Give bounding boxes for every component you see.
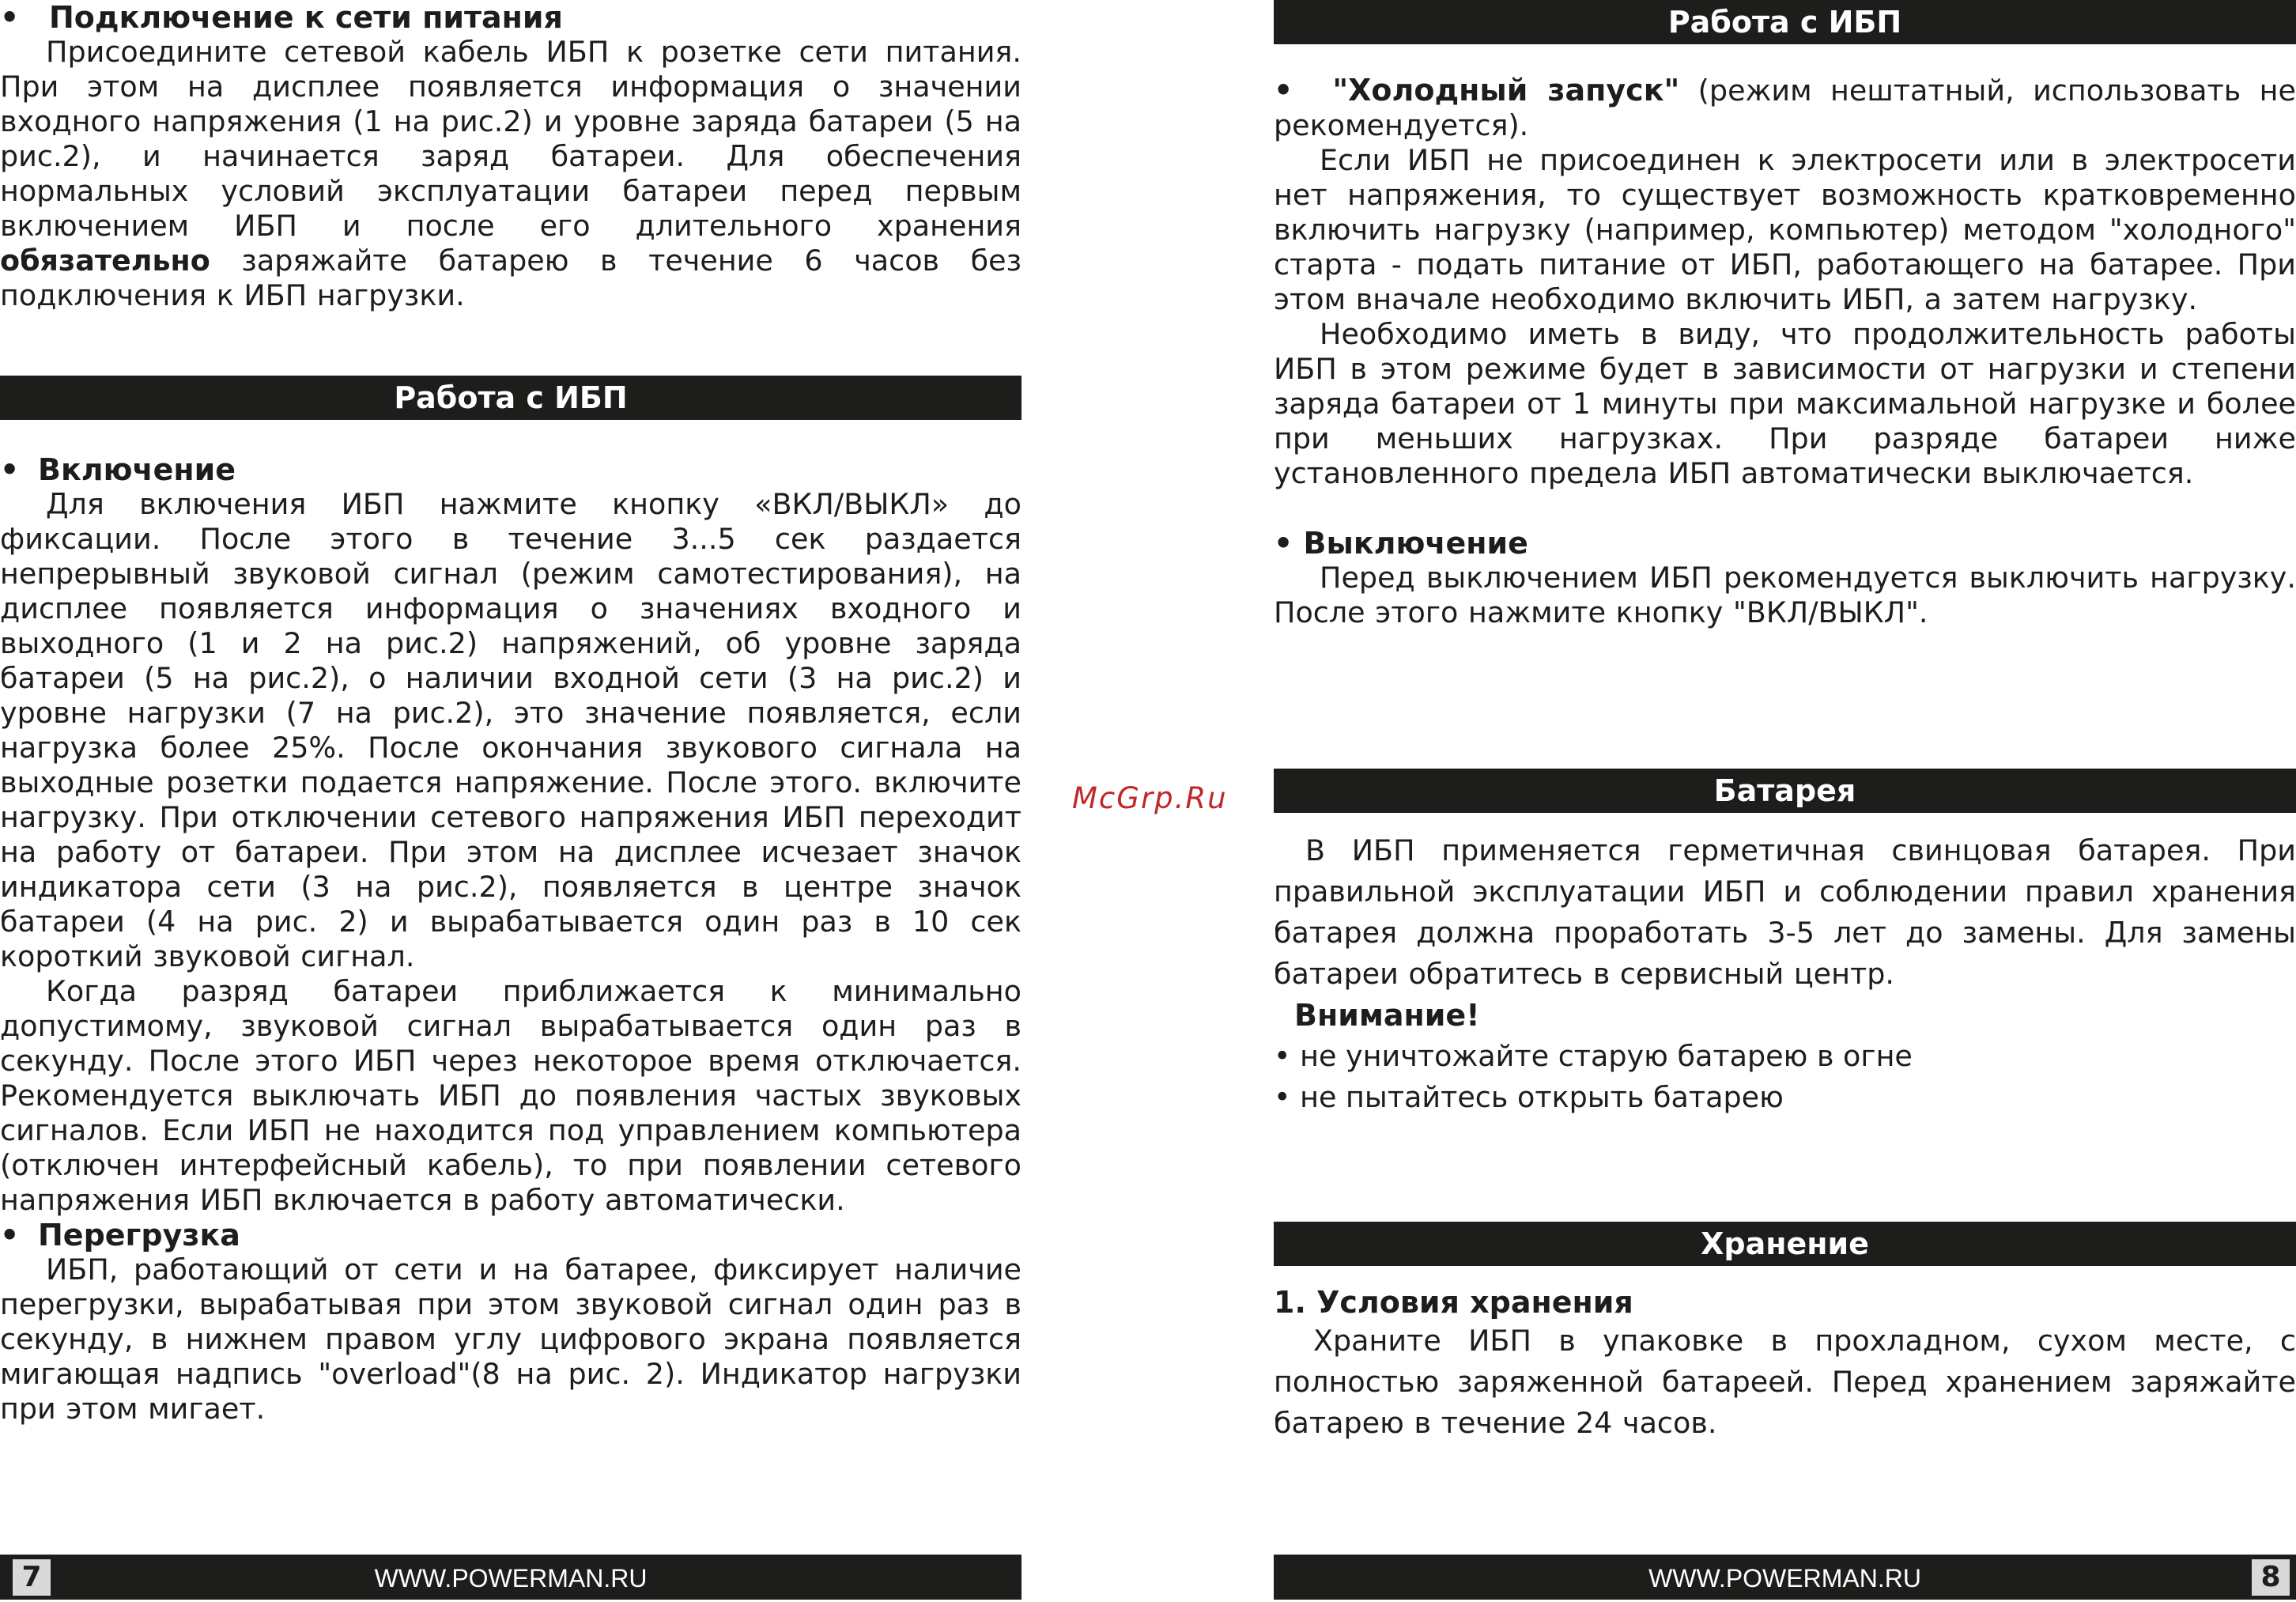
left-footer [0,1555,1021,1600]
power-connection-section [0,0,1021,313]
battery-title-bar: Батарея [1274,769,2296,813]
switch-off-text: Перед выключением ИБП рекомендуется выключить нагрузку. После этого нажмите кнопку "ВКЛ/ВЫКЛ". [1274,561,2296,629]
page-number: 8 [2252,1559,2290,1596]
switch-on-section [0,452,1021,1426]
watermark: McGrp.Ru [1072,781,1228,815]
cold-start-paragraph-2: Необходимо иметь в виду, что продолжительность работы ИБП в этом режиме будет в зависимости от нагрузки и степени заряда батареи от 1 минуты при максимальной нагрузке и более при меньших нагрузках. При разряде батареи ниже установленного предела ИБП автоматически выключается. [1274,317,2296,490]
switch-on-paragraph-1: Для включения ИБП нажмите кнопку «ВКЛ/ВЫКЛ» до фиксации. После этого в течение 3...5 сек раздается непрерывный звуковой сигнал (режим самотестирования), на дисплее появляется информация о значениях входного и выходного (1 и 2 на рис.2) напряжений, об уровне заряда батареи (5 на рис.2), о наличии входной сети (3 на рис.2) и уровне нагрузки (7 на рис.2), это значение появляется, если нагрузка более 25%. После окончания звукового сигнала на выходные розетки подается напряжение. После этого. включите нагрузку. При отключении сетевого напряжения ИБП переходит на работу от батареи. При этом на дисплее исчезает значок индикатора сети (3 на рис.2), появляется в центре значок батареи (4 на рис. 2) и вырабатывается один раз в 10 сек короткий звуковой сигнал. [0,487,1021,973]
cold-start-paragraph-1: Если ИБП не присоединен к электросети или в электросети нет напряжения, то существует возможность кратковременно включить нагрузку (например, компьютер) методом "холодного" старта - подать питание от ИБП, работающего на батарее. При этом вначале необходимо включить ИБП, а затем нагрузку. [1274,143,2296,316]
footer-url: WWW.POWERMAN.RU [1648,1564,1921,1593]
battery-warning: Внимание! [1294,998,1480,1033]
battery-text: В ИБП применяется герметичная свинцовая батарея. При правильной эксплуатации ИБП и соблюдении правил хранения батарея должна проработать 3-5 лет до замены. Для замены батареи обратитесь в сервисный центр. [1274,833,2296,991]
switch-on-heading: • Включение [0,452,236,487]
section-title-bar: Работа с ИБП [1274,0,2296,44]
storage-text: Храните ИБП в упаковке в прохладном, сухом месте, с полностью заряженной батареей. Перед хранением заряжайте батарею в течение 24 часов. [1274,1324,2296,1440]
right-footer [1274,1555,2296,1600]
battery-warning-item-1: • не уничтожайте старую батарею в огне [1274,1039,1913,1073]
switch-off-heading: • Выключение [1274,526,1528,561]
cold-start-section [1274,73,2296,491]
right-page [1274,0,2296,1600]
overload-heading: • Перегрузка [0,1218,240,1253]
storage-title-bar: Хранение [1274,1222,2296,1266]
battery-warning-item-2: • не пытайтесь открыть батарею [1274,1080,1784,1114]
left-page [0,0,1021,1600]
switch-on-paragraph-2: Когда разряд батареи приближается к минимально допустимому, звуковой сигнал вырабатывается один раз в секунду. После этого ИБП через некоторое время отключается. Рекомендуется выключать ИБП до появления частых звуковых сигналов. Если ИБП не находится под управлением компьютера (отключен интерфейсный кабель), то при появлении сетевого напряжения ИБП включается в работу автоматически. [0,974,1021,1217]
page-number: 7 [13,1559,51,1596]
switch-off-section [1274,526,2296,630]
power-connection-text: Присоедините сетевой кабель ИБП к розетке сети питания. При этом на дисплее появляется информация о значении входного напряжения (1 на рис.2) и уровне заряда батареи (5 на рис.2), и начинается заряд батареи. Для обеспечения нормальных условий эксплуатации батареи перед первым включением ИБП и после его длительного хранения обязательно заряжайте батарею в течение 6 часов без подключения к ИБП нагрузки. [0,35,1021,312]
storage-heading: 1. Условия хранения [1274,1285,1633,1320]
overload-text: ИБП, работающий от сети и на батарее, фиксирует наличие перегрузки, вырабатывая при этом звуковой сигнал один раз в секунду, в нижнем правом углу цифрового экрана появляется мигающая надпись "overload"(8 на рис. 2). Индикатор нагрузки при этом мигает. [0,1253,1021,1426]
footer-url: WWW.POWERMAN.RU [374,1564,648,1593]
storage-section [1274,1284,2296,1444]
power-connection-heading: • Подключение к сети питания [0,0,563,35]
battery-section [1274,830,2296,1118]
section-title-bar: Работа с ИБП [0,376,1021,420]
cold-start-heading: • "Холодный запуск" (режим нештатный, использовать не рекомендуется). [1274,73,2296,142]
